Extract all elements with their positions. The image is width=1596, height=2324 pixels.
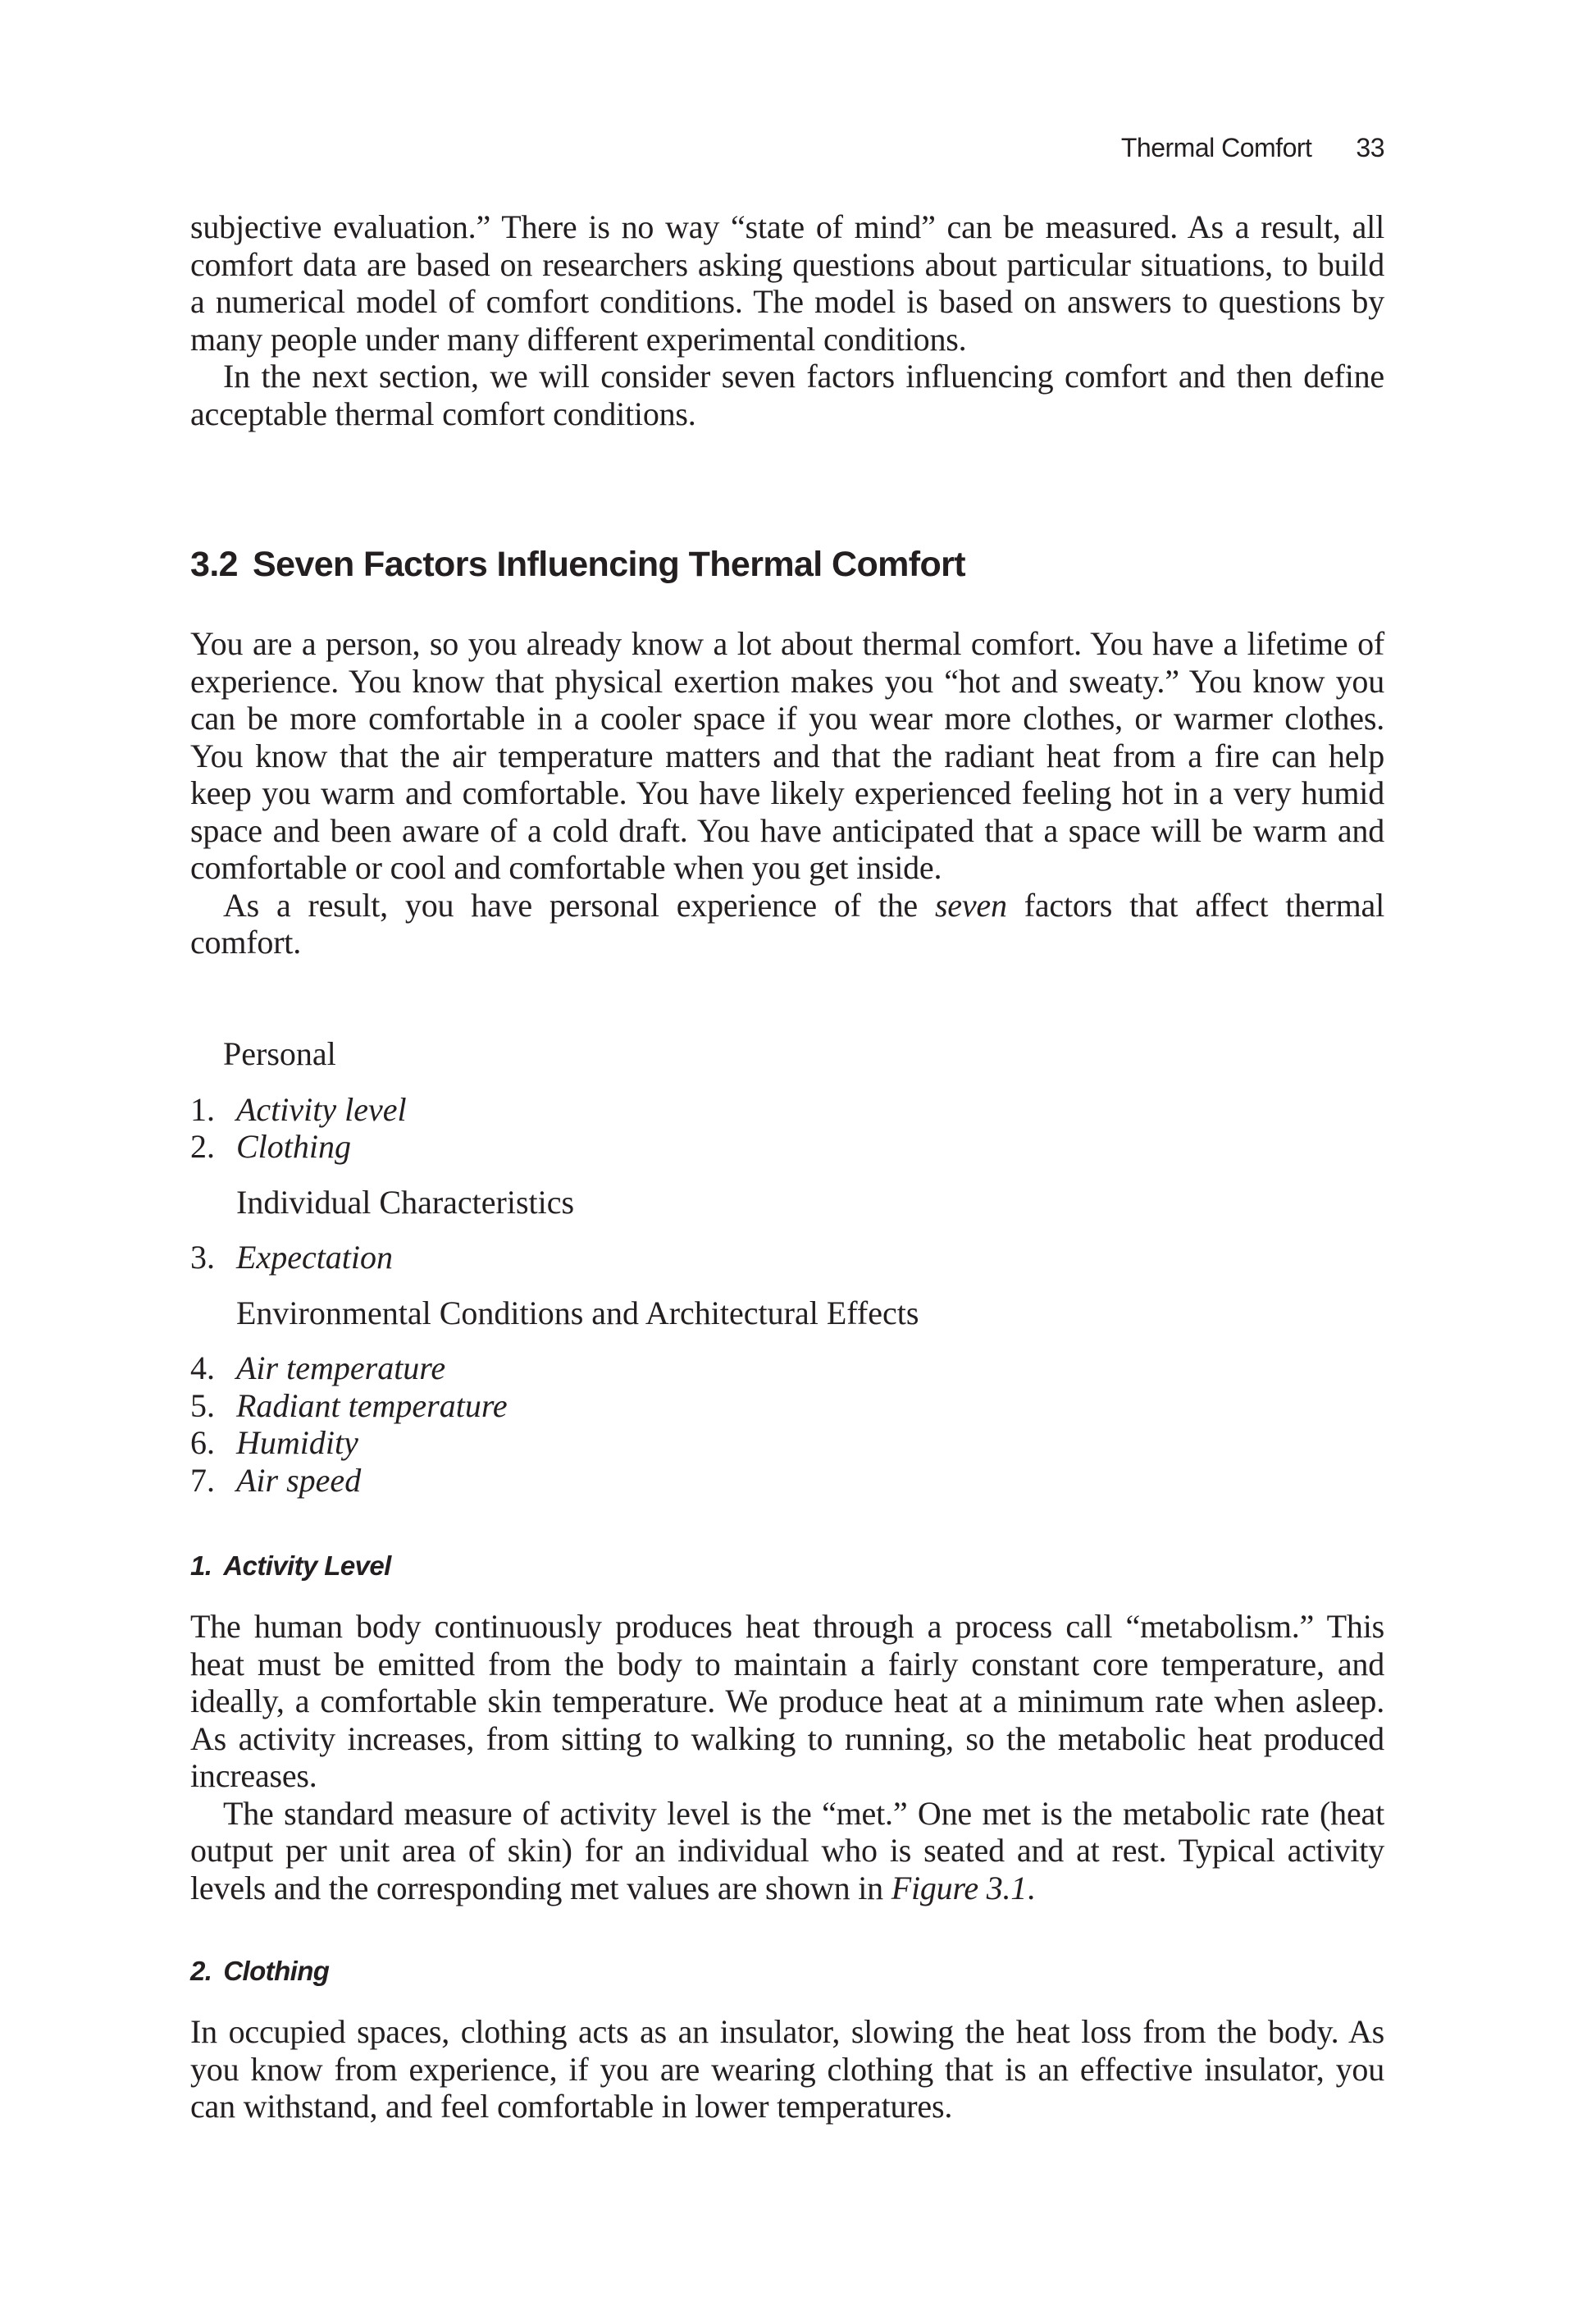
- paragraph: As a result, you have personal experience of the seven factors that affect thermal comfort.: [190, 886, 1385, 961]
- group-items: [190, 1239, 1384, 1276]
- group-label: Environmental Conditions and Architectural Effects: [236, 1294, 919, 1331]
- section-intro-text: [190, 625, 1384, 961]
- paragraph: In the next section, we will consider seven factors influencing comfort and then define acceptable thermal comfort conditions.: [190, 358, 1384, 432]
- paragraph: The human body continuously produces heat through a process call “metabolism.” This heat must be emitted from the body to maintain a fairly constant core temperature, and ideally, a comfortable skin temperature. We produce heat at a minimum rate when asleep. As activity increases, from sitting to walking to running, so the metabolic heat produced increases.: [190, 1608, 1384, 1794]
- intro-text: [190, 208, 1384, 432]
- list-item: 5. Radiant temperature: [190, 1386, 508, 1424]
- running-header: [1121, 133, 1384, 163]
- figure-reference: Figure 3.1: [891, 1869, 1028, 1906]
- group-items: [190, 1349, 1384, 1499]
- group-label: Individual Characteristics: [236, 1183, 575, 1221]
- section-title: Seven Factors Influencing Thermal Comfort: [252, 545, 965, 584]
- clothing-text: [190, 2013, 1384, 2125]
- subheading-clothing: 2. Clothing: [190, 1956, 330, 1986]
- list-item: 2. Clothing: [190, 1128, 352, 1165]
- subheading-activity-level: 1. Activity Level: [190, 1550, 391, 1581]
- running-title: Thermal Comfort: [1120, 133, 1312, 162]
- paragraph: subjective evaluation.” There is no way “state of mind” can be measured. As a result, all comfort data are based on researchers asking questions about particular situations, to build a numerical model of comfort conditions. The model is based on answers to questions by many people under many different experimental conditions.: [190, 208, 1384, 358]
- section-heading: [190, 545, 965, 585]
- list-item: 3. Expectation: [190, 1239, 394, 1276]
- activity-level-text: [190, 1608, 1384, 1906]
- group-items: [190, 1091, 1384, 1166]
- factor-list: [190, 1035, 1384, 1517]
- list-item: 6. Humidity: [190, 1424, 358, 1461]
- page-number: 33: [1356, 133, 1384, 162]
- list-item: 7. Air speed: [190, 1461, 362, 1499]
- emphasis: seven: [934, 886, 1007, 924]
- paragraph: In occupied spaces, clothing acts as an insulator, slowing the heat loss from the body. As you know from experience, if you are wearing clothing that is an effective insulator, you can withstand, and feel comfortable in lower temperatures.: [190, 2013, 1384, 2125]
- paragraph: You are a person, so you already know a lot about thermal comfort. You have a lifetime of experience. You know that physical exertion makes you “hot and sweaty.” You know you can be more comfortable in a cooler space if you wear more clothes, or warmer clothes. You know that the air temperature matters and that the radiant heat from a fire can help keep you warm and comfortable. You have likely experienced feeling hot in a very humid space and been aware of a cold draft. You have anticipated that a space will be warm and comfortable or cool and comfortable when you get inside.: [190, 625, 1384, 886]
- paragraph: The standard measure of activity level is the “met.” One met is the metabolic rate (heat output per unit area of skin) for an individual who is seated and at rest. Typical activity levels and the corresponding met values are shown in Figure 3.1.: [190, 1794, 1384, 1906]
- section-number: 3.2: [190, 545, 238, 584]
- list-item: 4. Air temperature: [190, 1349, 446, 1386]
- group-label: Personal: [223, 1035, 336, 1072]
- list-item: 1. Activity level: [190, 1090, 407, 1128]
